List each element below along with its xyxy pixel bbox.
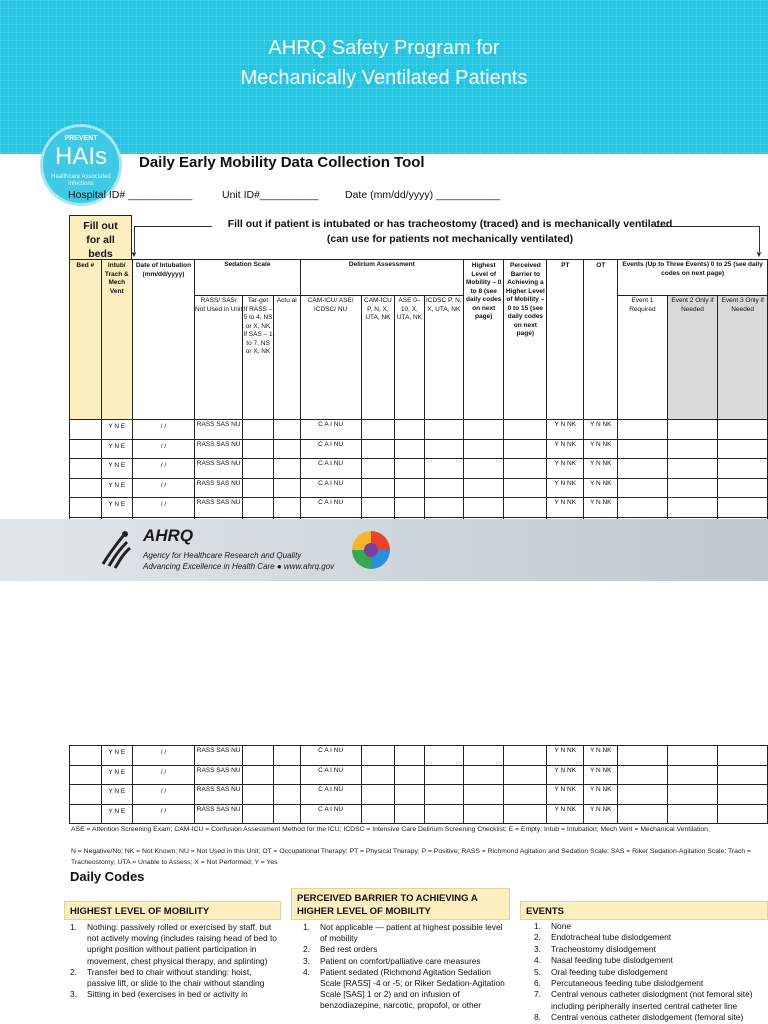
table-row <box>70 785 768 805</box>
event1-cell[interactable] <box>618 478 668 498</box>
hais-logo-prevent: PREVENT <box>64 135 98 142</box>
pt-cell[interactable]: Y N NK <box>547 498 584 518</box>
list-item: 3. Tracheostomy dislodgement <box>534 943 656 954</box>
actual-cell[interactable] <box>273 420 300 440</box>
intub-cell[interactable]: Y N E <box>101 746 133 766</box>
puzzle-logo-icon <box>351 530 391 570</box>
ot-cell[interactable]: Y N NK <box>584 420 618 440</box>
highest-mobility-cell[interactable] <box>463 765 504 785</box>
barrier-codes-list <box>303 922 509 1012</box>
code-text: Endotracheal tube dislodgement <box>551 932 672 943</box>
highest-mobility-cell[interactable] <box>463 420 504 440</box>
code-text: Central venous catheter dislodgment (not femoral site) including peripherally inserted central catheter line <box>551 989 753 1011</box>
bed-cell[interactable] <box>70 478 102 498</box>
col-delirium-header: Delirium Assessment <box>300 260 463 296</box>
target-cell[interactable] <box>243 420 273 440</box>
event3-cell[interactable] <box>718 459 768 479</box>
actual-cell[interactable] <box>273 785 300 805</box>
abbreviations-footnote: ASE = Attention Screening Exam; CAM-ICU = Confusion Assessment Method for the ICU; ICDSC = Intensive Care Delirium Screening Checklist; E = Empty; Intub = Intubation; Mech Vent = Mechanical Ventilation; <box>71 826 710 833</box>
intub-cell[interactable]: Y N E <box>101 498 133 518</box>
intub-cell[interactable]: Y N E <box>101 785 133 805</box>
actual-cell[interactable] <box>273 439 300 459</box>
fill-out-all-beds-note <box>69 215 132 260</box>
rass-cell[interactable]: RASS SAS NU <box>194 498 242 518</box>
event3-cell[interactable] <box>718 439 768 459</box>
list-item: 6. Percutaneous feeding tube dislodgement <box>534 978 704 989</box>
code-text: Percutaneous feeding tube dislodgement <box>551 978 704 989</box>
col-date-header: Date of Intubation (mm/dd/yyyy) <box>133 260 195 420</box>
instruction-line1: Fill out if patient is intubated or has tracheostomy (traced) and is mechanically ventilated <box>227 218 673 230</box>
icdsc-cell[interactable] <box>424 746 463 766</box>
date-cell[interactable]: / / <box>133 804 195 824</box>
icdsc-cell[interactable] <box>424 478 463 498</box>
fill-out-line: beds <box>88 248 113 260</box>
target-cell[interactable] <box>243 459 273 479</box>
pt-cell[interactable]: Y N NK <box>547 804 584 824</box>
mobility-data-table <box>69 259 768 537</box>
rass-cell[interactable]: RASS SAS NU <box>194 746 242 766</box>
banner-title-line1: AHRQ Safety Program for <box>268 37 500 59</box>
pt-cell[interactable]: Y N NK <box>547 420 584 440</box>
ahrq-tagline: Agency for Healthcare Research and Quality <box>143 551 302 560</box>
event1-cell[interactable] <box>618 804 668 824</box>
target-cell[interactable] <box>243 804 273 824</box>
pt-cell[interactable]: Y N NK <box>547 785 584 805</box>
target-cell[interactable] <box>243 478 273 498</box>
events-codes-list <box>534 921 762 1024</box>
ase-cell[interactable] <box>395 785 424 805</box>
daily-codes-title: Daily Codes <box>70 869 145 884</box>
barrier-cell[interactable] <box>504 498 547 518</box>
col-ase-header: ASE 0–10, X, UTA, NK <box>395 296 424 420</box>
icdsc-cell[interactable] <box>424 498 463 518</box>
code-text: Central venous catheter dislodgement (femoral site) <box>551 1012 744 1023</box>
header-banner <box>0 0 768 154</box>
cam-icu-cell[interactable] <box>361 785 395 805</box>
ase-cell[interactable] <box>395 765 424 785</box>
highest-mobility-cell[interactable] <box>463 785 504 805</box>
rass-cell[interactable]: RASS SAS NU <box>194 785 242 805</box>
arrow-down-icon: ▼ <box>755 250 763 259</box>
ase-cell[interactable] <box>395 498 424 518</box>
pt-cell[interactable]: Y N NK <box>547 459 584 479</box>
events-codes-heading: EVENTS <box>520 901 768 920</box>
bed-cell[interactable] <box>70 746 102 766</box>
mobility-codes-heading: HIGHEST LEVEL OF MOBILITY <box>64 901 281 920</box>
barrier-cell[interactable] <box>504 765 547 785</box>
cam-icu-cell[interactable] <box>361 439 395 459</box>
cam-icu-cell[interactable] <box>361 459 395 479</box>
date-cell[interactable]: / / <box>133 498 195 518</box>
col-sedation-header: Sedation Scale <box>194 260 300 296</box>
event2-cell[interactable] <box>667 765 718 785</box>
event2-cell[interactable] <box>667 804 718 824</box>
date-cell[interactable]: / / <box>133 459 195 479</box>
ase-cell[interactable] <box>395 478 424 498</box>
list-item: 2. Transfer bed to chair without standing: hoist, passive lift, or slide to the chair without standing <box>70 966 265 989</box>
banner-title-line2: Mechanically Ventilated Patients <box>240 67 528 89</box>
code-text: Tracheostomy dislodgement <box>551 943 656 954</box>
intub-cell[interactable]: Y N E <box>101 478 133 498</box>
cam-icu-cell[interactable] <box>361 804 395 824</box>
col-ot-header: OT <box>584 260 618 420</box>
list-item: 4. Nasal feeding tube dislodgement <box>534 955 673 966</box>
code-text: Nasal feeding tube dislodgement <box>551 955 673 966</box>
intub-cell[interactable]: Y N E <box>101 765 133 785</box>
list-item: 7. Central venous catheter dislodgment (not femoral site) including peripherally inserted central catheter line <box>534 989 753 1011</box>
target-note: If RASS – 5 to 4, NS or X, NK If SAS – 1 to 7, NS or X, NK <box>243 305 273 355</box>
list-item: 1. Nothing: passively rolled or exercised by staff, but not actively moving (includes raising head of bed to upright position without patient participation in movement, chest physical therapy, and splinting) <box>70 922 277 966</box>
abbreviations-footnote: N = Negative/No; NK = Not Known; NU = Not Used in this Unit; OT = Occupational Therapy; PT = Physical Therapy; P = Positive; RASS = Richmond Agitation and Sedation Scale; SAS = Riker Sedation-Agitation Scale; Trach = Tracheostomy; UTA = Unable to Assess; X = Not Performed; Y = Yes <box>71 848 751 866</box>
delirium-method-cell[interactable]: C A I NU <box>300 478 361 498</box>
col-barrier-header: Perceived Barrier to Achieving a Higher Level of Mobility – 0 to 15 (see daily codes on next page) <box>504 260 547 420</box>
event2-cell[interactable] <box>667 498 718 518</box>
actual-cell[interactable] <box>273 478 300 498</box>
code-text: Not applicable — patient at highest possible level of mobility <box>320 922 503 944</box>
ahrq-wordmark: AHRQ <box>143 526 194 545</box>
table-row <box>70 459 768 479</box>
event2-cell[interactable] <box>667 439 718 459</box>
event3-cell[interactable] <box>718 785 768 805</box>
code-text: Patient on comfort/palliative care measures <box>320 955 481 966</box>
cam-icu-cell[interactable] <box>361 420 395 440</box>
col-actual-header: Actu al <box>273 296 300 420</box>
code-text: Oral feeding tube dislodgement <box>551 966 668 977</box>
list-item: 8. Central venous catheter dislodgement (femoral site) <box>534 1012 744 1023</box>
document-title: Daily Early Mobility Data Collection Tool <box>139 154 425 171</box>
col-rass-header: RASS/ SAS/ Not Used in Unit <box>194 296 242 420</box>
ot-cell[interactable]: Y N NK <box>584 459 618 479</box>
icdsc-cell[interactable] <box>424 804 463 824</box>
event2-cell[interactable] <box>667 459 718 479</box>
event1-cell[interactable] <box>618 439 668 459</box>
event3-cell[interactable] <box>718 498 768 518</box>
highest-mobility-cell[interactable] <box>463 478 504 498</box>
table-header-row <box>70 260 768 296</box>
bed-cell[interactable] <box>70 785 102 805</box>
barrier-cell[interactable] <box>504 785 547 805</box>
barrier-cell[interactable] <box>504 804 547 824</box>
date-cell[interactable]: / / <box>133 420 195 440</box>
table-row <box>70 498 768 518</box>
barrier-codes-heading <box>291 888 510 920</box>
list-item: 2. Endotracheal tube dislodgement <box>534 932 672 943</box>
mobility-data-table-continued <box>69 745 768 824</box>
pt-cell[interactable]: Y N NK <box>547 478 584 498</box>
code-text: Nothing: passively rolled or exercised by staff, but not actively moving (includes raising head of bed to upright position without patient participation in movement, chest physical therapy, and splinting) <box>87 922 277 966</box>
col-cam-icu-header: CAM-ICU P, N, X, UTA, NK <box>361 296 395 420</box>
date-cell[interactable]: / / <box>133 478 195 498</box>
rass-cell[interactable]: RASS SAS NU <box>194 765 242 785</box>
ot-cell[interactable]: Y N NK <box>584 765 618 785</box>
icdsc-cell[interactable] <box>424 765 463 785</box>
col-target-header <box>243 296 273 420</box>
hospital-id-field: Hospital ID# ___________ <box>68 189 193 201</box>
barrier-cell[interactable] <box>504 459 547 479</box>
delirium-method-cell[interactable]: C A I NU <box>300 765 361 785</box>
cam-icu-cell[interactable] <box>361 746 395 766</box>
barrier-cell[interactable] <box>504 420 547 440</box>
actual-cell[interactable] <box>273 459 300 479</box>
code-text: Sitting in bed (exercises in bed or activity in <box>87 989 248 1000</box>
ot-cell[interactable]: Y N NK <box>584 804 618 824</box>
fill-out-line: Fill out <box>83 220 118 232</box>
highest-mobility-cell[interactable] <box>463 498 504 518</box>
rass-cell[interactable]: RASS SAS NU <box>194 804 242 824</box>
ase-cell[interactable] <box>395 439 424 459</box>
icdsc-cell[interactable] <box>424 459 463 479</box>
delirium-method-cell[interactable]: C A I NU <box>300 420 361 440</box>
date-cell[interactable]: / / <box>133 765 195 785</box>
list-item: 3. Patient on comfort/palliative care measures <box>303 955 481 966</box>
bed-cell[interactable] <box>70 765 102 785</box>
delirium-method-cell[interactable]: C A I NU <box>300 439 361 459</box>
ot-cell[interactable]: Y N NK <box>584 498 618 518</box>
table-row <box>70 765 768 785</box>
list-item: 1. None <box>534 921 572 931</box>
actual-cell[interactable] <box>273 746 300 766</box>
highest-mobility-cell[interactable] <box>463 804 504 824</box>
pt-cell[interactable]: Y N NK <box>547 439 584 459</box>
target-cell[interactable] <box>243 498 273 518</box>
pt-cell[interactable]: Y N NK <box>547 746 584 766</box>
arrow-down-icon: ▼ <box>130 250 138 259</box>
col-highest-mobility-header: Highest Level of Mobility – 0 to 8 (see daily codes on next page) <box>463 260 504 420</box>
barrier-heading-line: HIGHER LEVEL OF MOBILITY <box>297 906 431 917</box>
highest-mobility-cell[interactable] <box>463 459 504 479</box>
ot-cell[interactable]: Y N NK <box>584 785 618 805</box>
bed-cell[interactable] <box>70 420 102 440</box>
rass-cell[interactable]: RASS SAS NU <box>194 439 242 459</box>
barrier-cell[interactable] <box>504 478 547 498</box>
ase-cell[interactable] <box>395 420 424 440</box>
unit-id-field: Unit ID#__________ <box>222 189 319 201</box>
table-row <box>70 478 768 498</box>
actual-cell[interactable] <box>273 765 300 785</box>
event3-cell[interactable] <box>718 746 768 766</box>
fill-out-line: for all <box>86 234 115 246</box>
date-cell[interactable]: / / <box>133 439 195 459</box>
rass-cell[interactable]: RASS SAS NU <box>194 420 242 440</box>
event3-cell[interactable] <box>718 420 768 440</box>
ase-cell[interactable] <box>395 459 424 479</box>
intub-cell[interactable]: Y N E <box>101 439 133 459</box>
code-text: Bed rest orders <box>320 944 378 955</box>
list-item: 1. Not applicable — patient at highest possible level of mobility <box>303 922 503 944</box>
delirium-method-cell[interactable]: C A I NU <box>300 785 361 805</box>
event3-cell[interactable] <box>718 765 768 785</box>
table-row <box>70 439 768 459</box>
event1-cell[interactable] <box>618 498 668 518</box>
code-text: Transfer bed to chair without standing: hoist, passive lift, or slide to the chair without standing <box>87 966 265 989</box>
col-icdsc-header: ICDSC P, N, X, UTA, NK <box>424 296 463 420</box>
bed-cell[interactable] <box>70 459 102 479</box>
table-row <box>70 420 768 440</box>
col-event1-header: Event 1 Required <box>618 296 668 420</box>
table-row <box>70 804 768 824</box>
target-label: Tar-get <box>247 297 269 304</box>
cam-icu-cell[interactable] <box>361 765 395 785</box>
event1-cell[interactable] <box>618 785 668 805</box>
highest-mobility-cell[interactable] <box>463 746 504 766</box>
list-item: 3. Sitting in bed (exercises in bed or activity in <box>70 989 248 1000</box>
list-item: 4. Patient sedated (Richmond Agitation Sedation Scale [RASS] -4 or -5; or Riker Sedation-Agitation Scale [SAS] 1 or 2) and on infusion of benzodiazepine, narcotic, propofol, or other <box>303 966 505 1011</box>
cam-icu-cell[interactable] <box>361 478 395 498</box>
mobility-codes-list <box>70 922 280 1000</box>
rass-cell[interactable]: RASS SAS NU <box>194 459 242 479</box>
intub-cell[interactable]: Y N E <box>101 459 133 479</box>
list-item: 5. Oral feeding tube dislodgement <box>534 966 668 977</box>
ot-cell[interactable]: Y N NK <box>584 478 618 498</box>
col-bed-header: Bed # <box>70 260 102 420</box>
barrier-cell[interactable] <box>504 746 547 766</box>
instruction-line2: (can use for patients not mechanically ventilated) <box>326 233 574 245</box>
actual-cell[interactable] <box>273 804 300 824</box>
ase-cell[interactable] <box>395 746 424 766</box>
date-cell[interactable]: / / <box>133 746 195 766</box>
col-events-header: Events (Up to Three Events) 0 to 25 (see daily codes on next page) <box>618 260 768 296</box>
col-cam-ase-header: CAM-ICU/ ASE/ ICDSC/ NU <box>300 296 361 420</box>
target-cell[interactable] <box>243 439 273 459</box>
icdsc-cell[interactable] <box>424 420 463 440</box>
delirium-method-cell[interactable]: C A I NU <box>300 459 361 479</box>
event3-cell[interactable] <box>718 478 768 498</box>
code-text: None <box>551 921 572 931</box>
target-cell[interactable] <box>243 765 273 785</box>
target-cell[interactable] <box>243 746 273 766</box>
bed-cell[interactable] <box>70 439 102 459</box>
bed-cell[interactable] <box>70 498 102 518</box>
date-field: Date (mm/dd/yyyy) ___________ <box>345 189 501 201</box>
bed-cell[interactable] <box>70 804 102 824</box>
event1-cell[interactable] <box>618 746 668 766</box>
date-cell[interactable]: / / <box>133 785 195 805</box>
delirium-method-cell[interactable]: C A I NU <box>300 498 361 518</box>
icdsc-cell[interactable] <box>424 785 463 805</box>
hhs-seal-icon <box>95 524 135 574</box>
icdsc-cell[interactable] <box>424 439 463 459</box>
barrier-heading-line: PERCEIVED BARRIER TO ACHIEVING A <box>297 893 478 904</box>
col-event2-header: Event 2 Only if Needed <box>667 296 718 420</box>
col-event3-header: Event 3 Only if Needed <box>718 296 768 420</box>
target-cell[interactable] <box>243 785 273 805</box>
delirium-method-cell[interactable]: C A I NU <box>300 804 361 824</box>
pt-cell[interactable]: Y N NK <box>547 765 584 785</box>
rass-cell[interactable]: RASS SAS NU <box>194 478 242 498</box>
event3-cell[interactable] <box>718 804 768 824</box>
ot-cell[interactable]: Y N NK <box>584 439 618 459</box>
event2-cell[interactable] <box>667 420 718 440</box>
cam-icu-cell[interactable] <box>361 498 395 518</box>
intub-cell[interactable]: Y N E <box>101 420 133 440</box>
actual-cell[interactable] <box>273 498 300 518</box>
hais-logo-main: HAIs <box>54 143 107 170</box>
ase-cell[interactable] <box>395 804 424 824</box>
event2-cell[interactable] <box>667 785 718 805</box>
event1-cell[interactable] <box>618 765 668 785</box>
event2-cell[interactable] <box>667 746 718 766</box>
delirium-method-cell[interactable]: C A I NU <box>300 746 361 766</box>
col-intub-header: Intub/ Trach & Mech Vent <box>101 260 133 420</box>
table-row <box>70 746 768 766</box>
ahrq-tagline-web: Advancing Excellence in Health Care ● www.ahrq.gov <box>143 562 335 571</box>
barrier-cell[interactable] <box>504 439 547 459</box>
event2-cell[interactable] <box>667 478 718 498</box>
event1-cell[interactable] <box>618 459 668 479</box>
intub-cell[interactable]: Y N E <box>101 804 133 824</box>
highest-mobility-cell[interactable] <box>463 439 504 459</box>
ot-cell[interactable]: Y N NK <box>584 746 618 766</box>
hais-logo-sub: Healthcare Associated Infections <box>51 174 111 187</box>
list-item: 2. Bed rest orders <box>303 944 378 955</box>
event1-cell[interactable] <box>618 420 668 440</box>
code-text: Patient sedated (Richmond Agitation Sedation Scale [RASS] -4 or -5; or Riker Sedation-Agitation Scale [SAS] 1 or 2) and on infusion of benzodiazepine, narcotic, propofol, or other <box>320 966 505 1011</box>
col-pt-header: PT <box>547 260 584 420</box>
